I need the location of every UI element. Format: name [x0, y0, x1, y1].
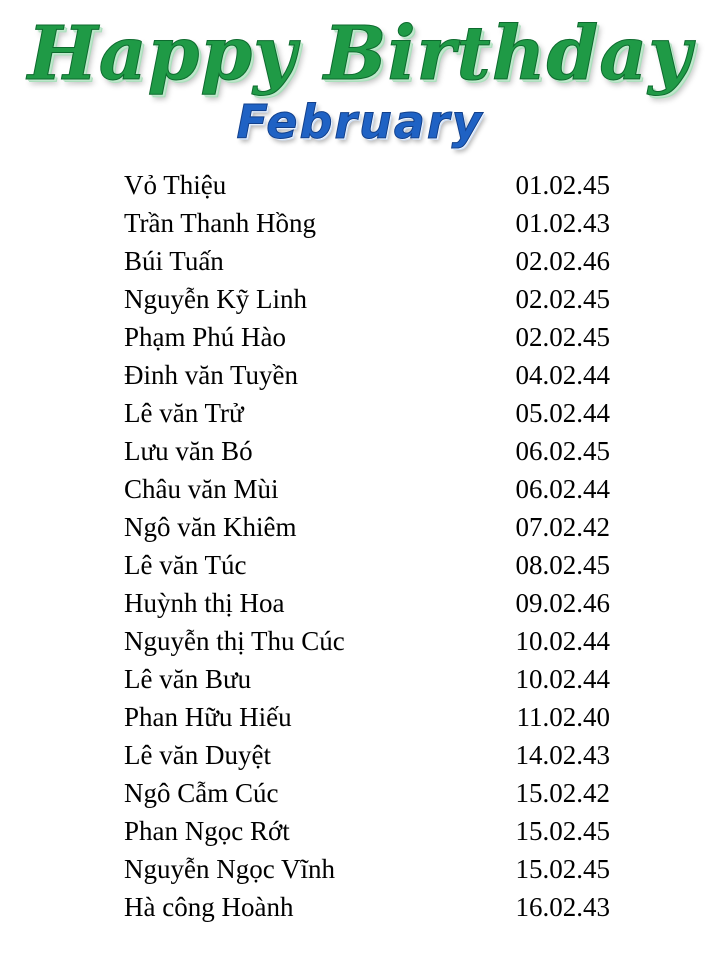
- birth-date: 01.02.45: [515, 170, 610, 200]
- person-name: Ngô văn Khiêm: [124, 512, 297, 542]
- birth-date: 08.02.45: [515, 550, 610, 580]
- person-name: Phan Hữu Hiếu: [124, 702, 292, 732]
- list-item: [124, 812, 610, 850]
- birth-date: 06.02.45: [515, 436, 610, 466]
- list-item: [124, 850, 610, 888]
- birth-date: 10.02.44: [515, 626, 610, 656]
- list-item: [124, 660, 610, 698]
- person-name: Trần Thanh Hồng: [124, 208, 317, 238]
- person-name: Lê văn Bưu: [124, 664, 252, 694]
- list-item: [124, 204, 610, 242]
- person-name: Nguyễn thị Thu Cúc: [124, 626, 345, 656]
- birth-date: 15.02.45: [515, 854, 610, 884]
- person-name: Phan Ngọc Rớt: [124, 816, 290, 846]
- birth-date: 06.02.44: [515, 474, 610, 504]
- person-name: Châu văn Mùi: [124, 474, 279, 504]
- list-item: [124, 508, 610, 546]
- list-item: [124, 736, 610, 774]
- person-name: Búi Tuấn: [124, 246, 224, 276]
- list-item: [124, 888, 610, 926]
- list-item: [124, 280, 610, 318]
- birth-date: 02.02.46: [515, 246, 610, 276]
- list-item: [124, 242, 610, 280]
- person-name: Phạm Phú Hào: [124, 322, 286, 352]
- birth-date: 10.02.44: [515, 664, 610, 694]
- list-item: [124, 166, 610, 204]
- birth-date: 04.02.44: [515, 360, 610, 390]
- birth-date: 15.02.42: [515, 778, 610, 808]
- birth-date: 05.02.44: [515, 398, 610, 428]
- person-name: Ngô Cẫm Cúc: [124, 778, 279, 808]
- birth-date: 09.02.46: [515, 588, 610, 618]
- month-subtitle: February: [236, 95, 484, 149]
- birth-date: 16.02.43: [515, 892, 610, 922]
- page-title: Happy Birthday: [27, 11, 693, 97]
- birth-date: 02.02.45: [515, 322, 610, 352]
- person-name: Lưu văn Bó: [124, 436, 253, 466]
- birth-date: 07.02.42: [515, 512, 610, 542]
- person-name: Lê văn Túc: [124, 550, 247, 580]
- list-item: [124, 622, 610, 660]
- person-name: Nguyễn Kỹ Linh: [124, 284, 307, 314]
- person-name: Lê văn Duyệt: [124, 740, 271, 770]
- list-item: [124, 584, 610, 622]
- list-item: [124, 432, 610, 470]
- list-item: [124, 394, 610, 432]
- birth-date: 01.02.43: [515, 208, 610, 238]
- list-item: [124, 470, 610, 508]
- person-name: Lê văn Trử: [124, 398, 244, 428]
- person-name: Hà công Hoành: [124, 892, 294, 922]
- birth-date: 11.02.40: [516, 702, 610, 732]
- birthday-list: [110, 166, 610, 926]
- person-name: Đinh văn Tuyền: [124, 360, 299, 390]
- person-name: Vỏ Thiệu: [124, 170, 227, 200]
- list-item: [124, 546, 610, 584]
- poster-header: [0, 0, 720, 160]
- birth-date: 15.02.45: [515, 816, 610, 846]
- list-item: [124, 356, 610, 394]
- birth-date: 14.02.43: [515, 740, 610, 770]
- person-name: Huỳnh thị Hoa: [124, 588, 285, 618]
- list-item: [124, 698, 610, 736]
- person-name: Nguyễn Ngọc Vĩnh: [124, 854, 335, 884]
- list-item: [124, 774, 610, 812]
- birth-date: 02.02.45: [515, 284, 610, 314]
- list-item: [124, 318, 610, 356]
